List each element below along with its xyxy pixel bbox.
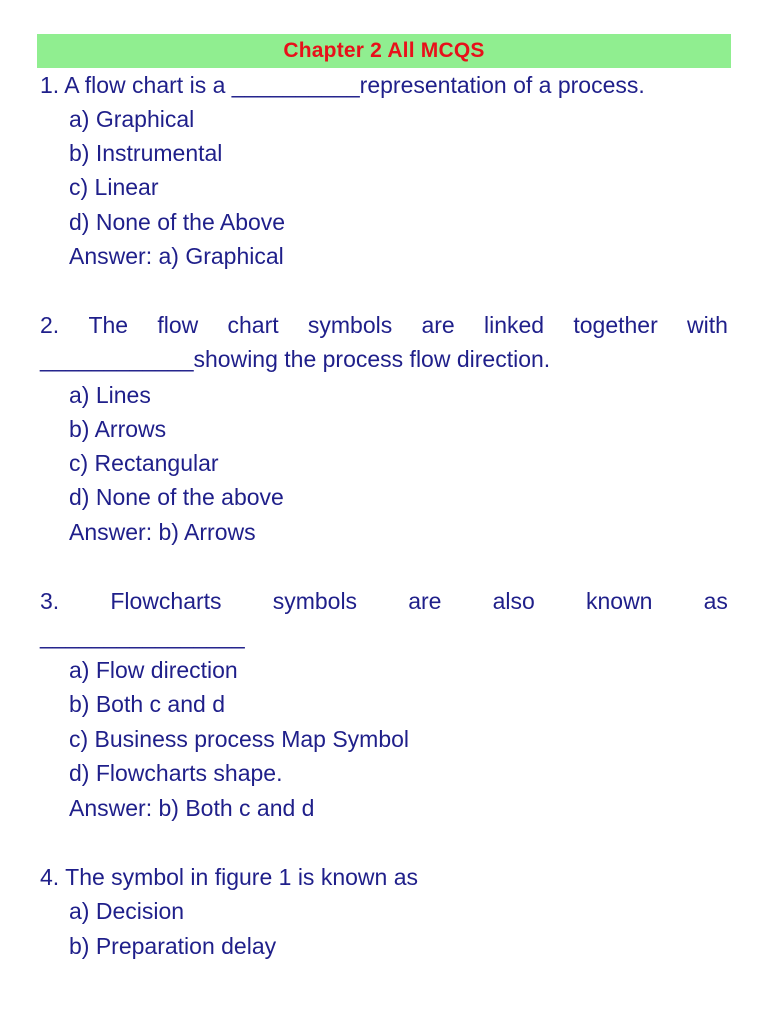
question-4-option-a: a) Decision	[69, 898, 185, 924]
question-1-option-d: d) None of the Above	[69, 209, 286, 235]
question-2-word: chart	[227, 312, 279, 338]
question-3-word: known	[585, 588, 653, 614]
question-3-option-d: d) Flowcharts shape.	[69, 760, 283, 786]
question-2-text-line-2: ____________showing the process flow direction.	[40, 346, 551, 372]
question-3-word: Flowcharts	[110, 588, 222, 614]
question-1-text: 1. A flow chart is a __________representation of a process.	[40, 72, 645, 98]
question-2-word: with	[687, 312, 728, 338]
question-4-option-b: b) Preparation delay	[69, 933, 277, 959]
question-1-option-a: a) Graphical	[69, 106, 195, 132]
question-1-option-b: b) Instrumental	[69, 140, 223, 166]
chapter-title: Chapter 2 All MCQS	[283, 39, 485, 62]
question-3-word: 3.	[40, 588, 60, 614]
question-2-option-d: d) None of the above	[69, 484, 284, 510]
question-3-text-line-2: ________________	[40, 623, 245, 649]
question-2-option-a: a) Lines	[69, 382, 151, 408]
question-4-text: 4. The symbol in figure 1 is known as	[40, 864, 418, 890]
chapter-title-bar	[37, 34, 731, 68]
question-1-answer: Answer: a) Graphical	[69, 243, 284, 269]
question-2-word: together	[573, 312, 658, 338]
question-3-option-b: b) Both c and d	[69, 691, 225, 717]
question-2-text-line-1	[40, 311, 728, 339]
question-3-word: are	[408, 588, 442, 614]
question-2-option-b: b) Arrows	[69, 416, 167, 442]
question-3-answer: Answer: b) Both c and d	[69, 795, 315, 821]
question-3-word: also	[492, 588, 535, 614]
question-1-option-c: c) Linear	[69, 174, 159, 200]
question-2-word: are	[421, 312, 455, 338]
question-2-word: 2.	[40, 312, 60, 338]
question-2-word: linked	[483, 312, 545, 338]
question-2-option-c: c) Rectangular	[69, 450, 219, 476]
question-2-word: symbols	[307, 312, 393, 338]
question-3-option-a: a) Flow direction	[69, 657, 238, 683]
question-3-option-c: c) Business process Map Symbol	[69, 726, 410, 752]
question-2-word: flow	[157, 312, 199, 338]
question-2-answer: Answer: b) Arrows	[69, 519, 256, 545]
question-2-word: The	[88, 312, 129, 338]
question-3-word: symbols	[272, 588, 358, 614]
question-3-word: as	[703, 588, 728, 614]
question-3-text-line-1	[40, 587, 728, 615]
